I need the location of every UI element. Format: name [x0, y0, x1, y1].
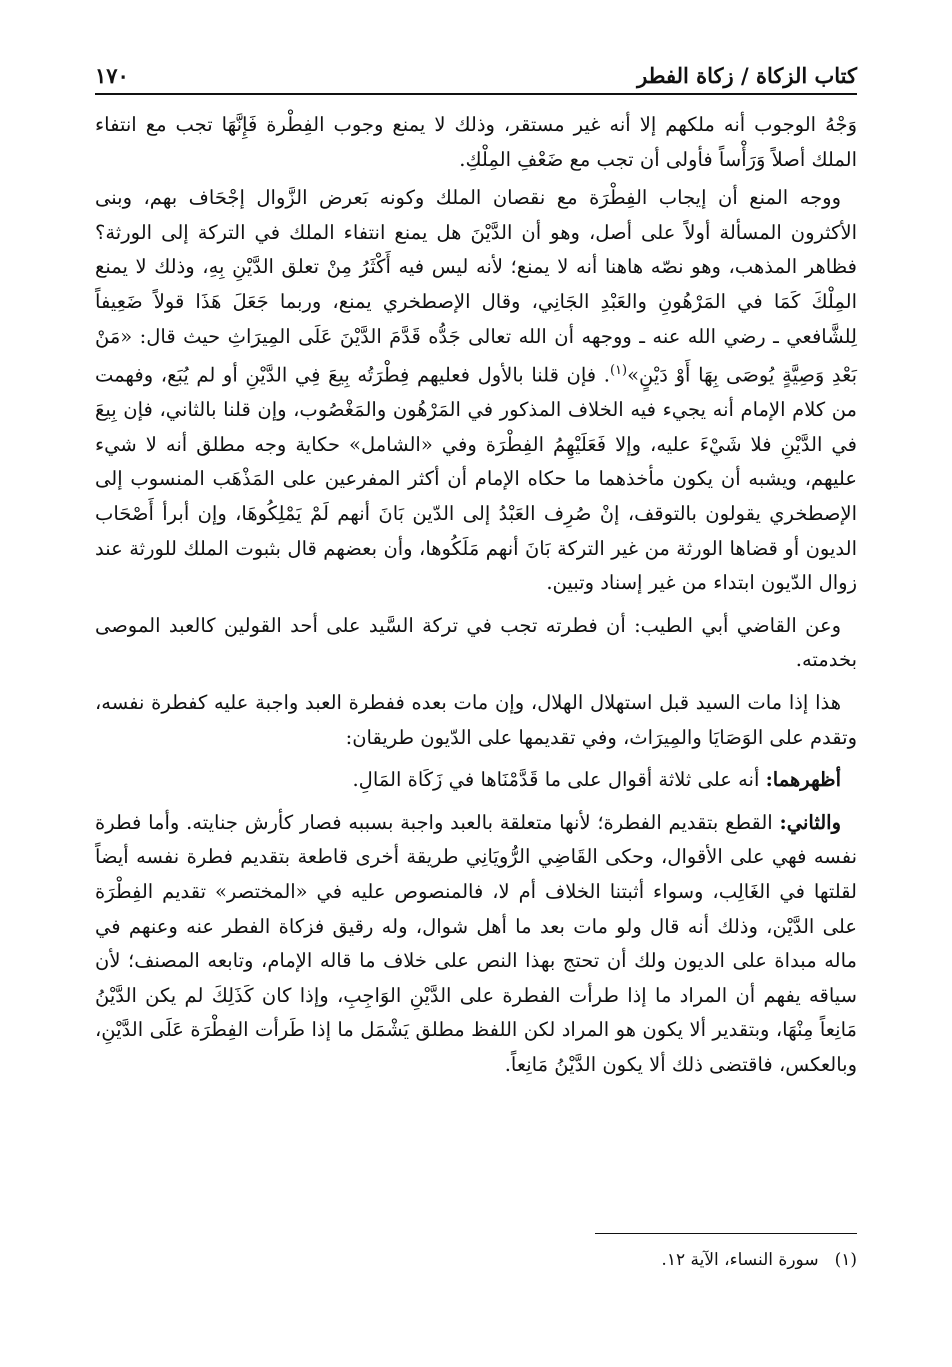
header-divider — [95, 93, 857, 95]
paragraph-4: هذا إذا مات السيد قبل استهلال الهلال، وإن مات بعده ففطرة العبد واجبة عليه كفطرة نفسه، وتقدم على الوَصَايَا والمِيرَاث، وفي تقديمها على الدّيون طريقان: — [95, 691, 857, 749]
page-header — [95, 48, 857, 88]
footnote-divider — [595, 1233, 857, 1234]
paragraph-3: وعن القاضي أبي الطيب: أن فطرته تجب في تركة السَّيد على أحد القولين كالعبد الموصى بخدمته. — [95, 613, 857, 672]
footnote-reference: (١) — [609, 363, 628, 379]
paragraph-6-lead: والثاني: — [779, 810, 841, 834]
paragraph-2 — [95, 181, 857, 601]
footnote — [95, 1246, 857, 1274]
paragraph-6 — [95, 806, 857, 1083]
paragraph-5 — [95, 763, 857, 798]
paragraph-5-text: أنه على ثلاثة أقوال على ما قَدَّمْنَاها في زَكَاة المَالِ. — [352, 768, 766, 792]
paragraph-2-text: ووجه المنع أن إيجاب الفِطْرَة مع نقصان الملك وكونه بَعرض الزَّوال إجْحَاف بهم، وبنى الأكثرون المسألة أولاً على أصل، وهو أن الدَّيْنَ هل يمنع انتفاء الملك في التركة إلى الورثة؟ فظاهر المذهب، وهو نصّه هاهنا أنه لا يمنع؛ لأنه ليس فيه أَكْثَرُ مِنْ تعلق الدَّيْنِ بِهِ، وذلك لا يمنع المِلْكَ كَمَا في المَرْهُونِ والعَبْدِ الجَانِي، وقال الإصطخري يمنع، وربما جَعَلَ هَذَا قولاً ضَعِيفاً لِلشَّافعي ـ رضي الله عنه ـ ووجهه أن الله تعالى جَدُّه قَدَّمَ الدَّيْنَ عَلَى المِيرَاثِ حيث قال: «مَنْ بَعْدِ وَصِيَّةٍ يُوصَى بِهَا أَوْ دَيْنٍ» — [95, 186, 858, 387]
footnote-number: (١) — [834, 1250, 857, 1270]
paragraph-2-continuation: . فإن قلنا بالأول فعليهم فِطْرَتُه بِيعَ فِي الدَّيْنِ أو لم يُبَع، وفهمت من كلام الإمام أنه يجيء فيه الخلاف المذكور في المَرْهُون والمَغْصُوب، وإن قلنا بالثاني، فإن بِيعَ في الدَّيْنِ فلا شَيْءَ عليه، وإلا فَعَلَيْهِمُ الفِطْرَة وفي «الشامل» حكاية وجه مطلق أنه لا شيء عليهم، ويشبه أن يكون مأخذهما ما حكاه الإمام أن أكثر المفرعين على المَذْهَب المنسوب إلى الإصطخري يقولون بالتوقف، إنْ صُرِف العَبْدُ إلى الدّين بَانَ أنهم لَمْ يَمْلِكُوهَا، وإن أبرأ أَصْحَاب الديون أو قضاها الورثة من غير التركة بَانَ أنهم مَلَكُوها، وأن بعضهم قال بثبوت الملك للورثة عند زوال الدّيون ابتداء من غير إسناد وتبين. — [95, 363, 857, 595]
main-text — [95, 108, 857, 1087]
footnote-text: سورة النساء، الآية ١٢. — [661, 1250, 819, 1270]
paragraph-6-text: القطع بتقديم الفطرة؛ لأنها متعلقة بالعبد واجبة بسببه فصار كأرش جنايته. وأما فطرة نفسه فهي على الأقوال، وحكى القَاضِي الرُّويَانِي طريقة أخرى قاطعة بتقديم فطرة نفسه أيضاً لقلتها في الغَالِب، وسواء أثبتنا الخلاف أم لا، فالمنصوص عليه في «المختصر» تقديم الفِطْرَة على الدَّيْن، وذلك أنه قال ولو مات بعد ما أهل شوال، وله رقيق فزكاة الفطر عنه وعنهم في ماله مبداة على الديون ولك أن تحتج بهذا النص على خلاف ما قاله الإمام، وتابعه المصنف؛ لأن سياقه يفهم أن المراد ما إذا طرأت الفطرة على الدَّيْنِ الوَاجِبِ، وإذا كان كَذَلِكَ لم يكن الدَّيْنُ مَانِعاً مِنْهَا، وبتقدير ألا يكون هو المراد لكن اللفظ مطلق يَشْمَل ما إذا طَرأت الفِطْرَة عَلَى الدَّيْنِ، وبالعكس، فاقتضى ذلك ألا يكون الدَّيْنُ مَانِعاً. — [95, 810, 857, 1076]
running-title: كتاب الزكاة / زكاة الفطر — [637, 63, 857, 88]
paragraph-1: وَجْهُ الوجوب أنه ملكهم إلا أنه غير مستقر، وذلك لا يمنع وجوب الفِطْرة فَإِنَّهَا تجب مع انتفاء الملك أصلاً وَرَأْساً فأولى أن تجب مع ضَعْفِ المِلْكِ. — [95, 113, 857, 171]
page-number: ١٧٠ — [95, 63, 129, 88]
paragraph-5-lead: أظهرهما: — [765, 768, 841, 792]
